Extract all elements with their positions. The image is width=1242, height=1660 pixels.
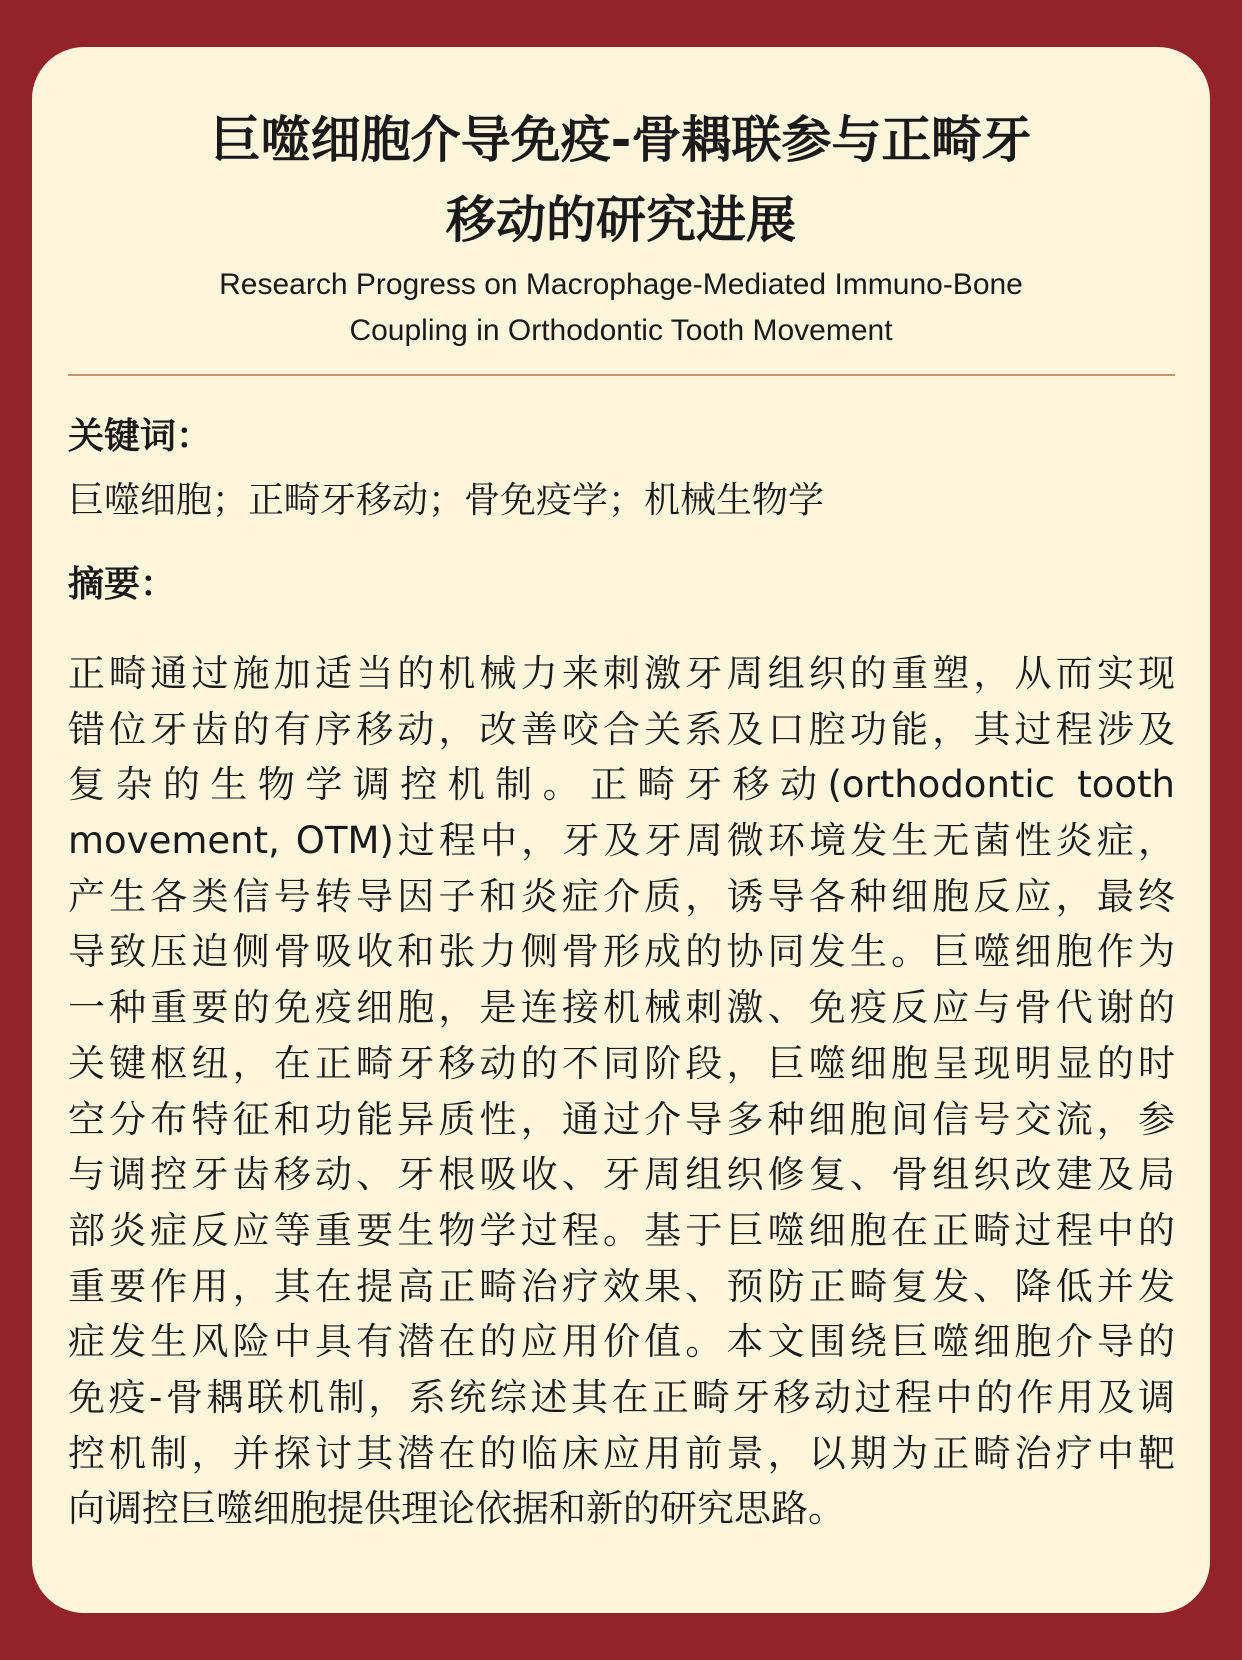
title-zh-line-2: 移动的研究进展 — [446, 191, 796, 249]
abstract-line: movement, OTM)过程中，牙及牙周微环境发生无菌性炎症， — [68, 819, 1175, 863]
keywords-label: 关键词： — [68, 416, 213, 457]
abstract-line: 复杂的生物学调控机制。正畸牙移动(orthodontic tooth — [68, 763, 1175, 807]
abstract-line: 重要作用，其在提高正畸治疗效果、预防正畸复发、降低并发 — [68, 1264, 1175, 1308]
page-title — [0, 100, 1242, 260]
abstract-line: 正畸通过施加适当的机械力来刺激牙周组织的重塑，从而实现 — [68, 652, 1175, 695]
title-en-line-2: Coupling in Orthodontic Tooth Movement — [349, 314, 893, 347]
abstract-line: 向调控巨噬细胞提供理论依据和新的研究思路。 — [68, 1487, 845, 1531]
abstract-line: 部炎症反应等重要生物学过程。基于巨噬细胞在正畸过程中的 — [68, 1208, 1175, 1252]
abstract-line: 一种重要的免疫细胞，是连接机械刺激、免疫反应与骨代谢的 — [68, 986, 1175, 1030]
abstract-line: 关键枢纽，在正畸牙移动的不同阶段，巨噬细胞呈现明显的时 — [68, 1041, 1175, 1085]
divider — [68, 374, 1175, 376]
abstract-label: 摘要： — [68, 564, 177, 605]
abstract-line: 导致压迫侧骨吸收和张力侧骨形成的协同发生。巨噬细胞作为 — [68, 930, 1175, 974]
abstract-line: 与调控牙齿移动、牙根吸收、牙周组织修复、骨组织改建及局 — [68, 1153, 1175, 1197]
abstract-line: 免疫-骨耦联机制，系统综述其在正畸牙移动过程中的作用及调 — [68, 1375, 1175, 1419]
english-title — [0, 262, 1242, 354]
title-en-line-1: Research Progress on Macrophage-Mediated Immuno-Bone — [219, 268, 1023, 301]
abstract-line: 错位牙齿的有序移动，改善咬合关系及口腔功能，其过程涉及 — [68, 707, 1175, 751]
abstract-line: 产生各类信号转导因子和炎症介质，诱导各种细胞反应，最终 — [68, 874, 1175, 918]
title-zh-line-1: 巨噬细胞介导免疫-骨耦联参与正畸牙 — [210, 111, 1032, 169]
abstract-line: 空分布特征和功能异质性，通过介导多种细胞间信号交流，参 — [68, 1097, 1175, 1141]
abstract-line: 控机制，并探讨其潜在的临床应用前景，以期为正畸治疗中靶 — [68, 1431, 1175, 1475]
abstract-line: 症发生风险中具有潜在的应用价值。本文围绕巨噬细胞介导的 — [68, 1320, 1175, 1364]
keywords-text: 巨噬细胞；正畸牙移动；骨免疫学；机械生物学 — [68, 480, 825, 521]
abstract-body — [68, 646, 1175, 1537]
